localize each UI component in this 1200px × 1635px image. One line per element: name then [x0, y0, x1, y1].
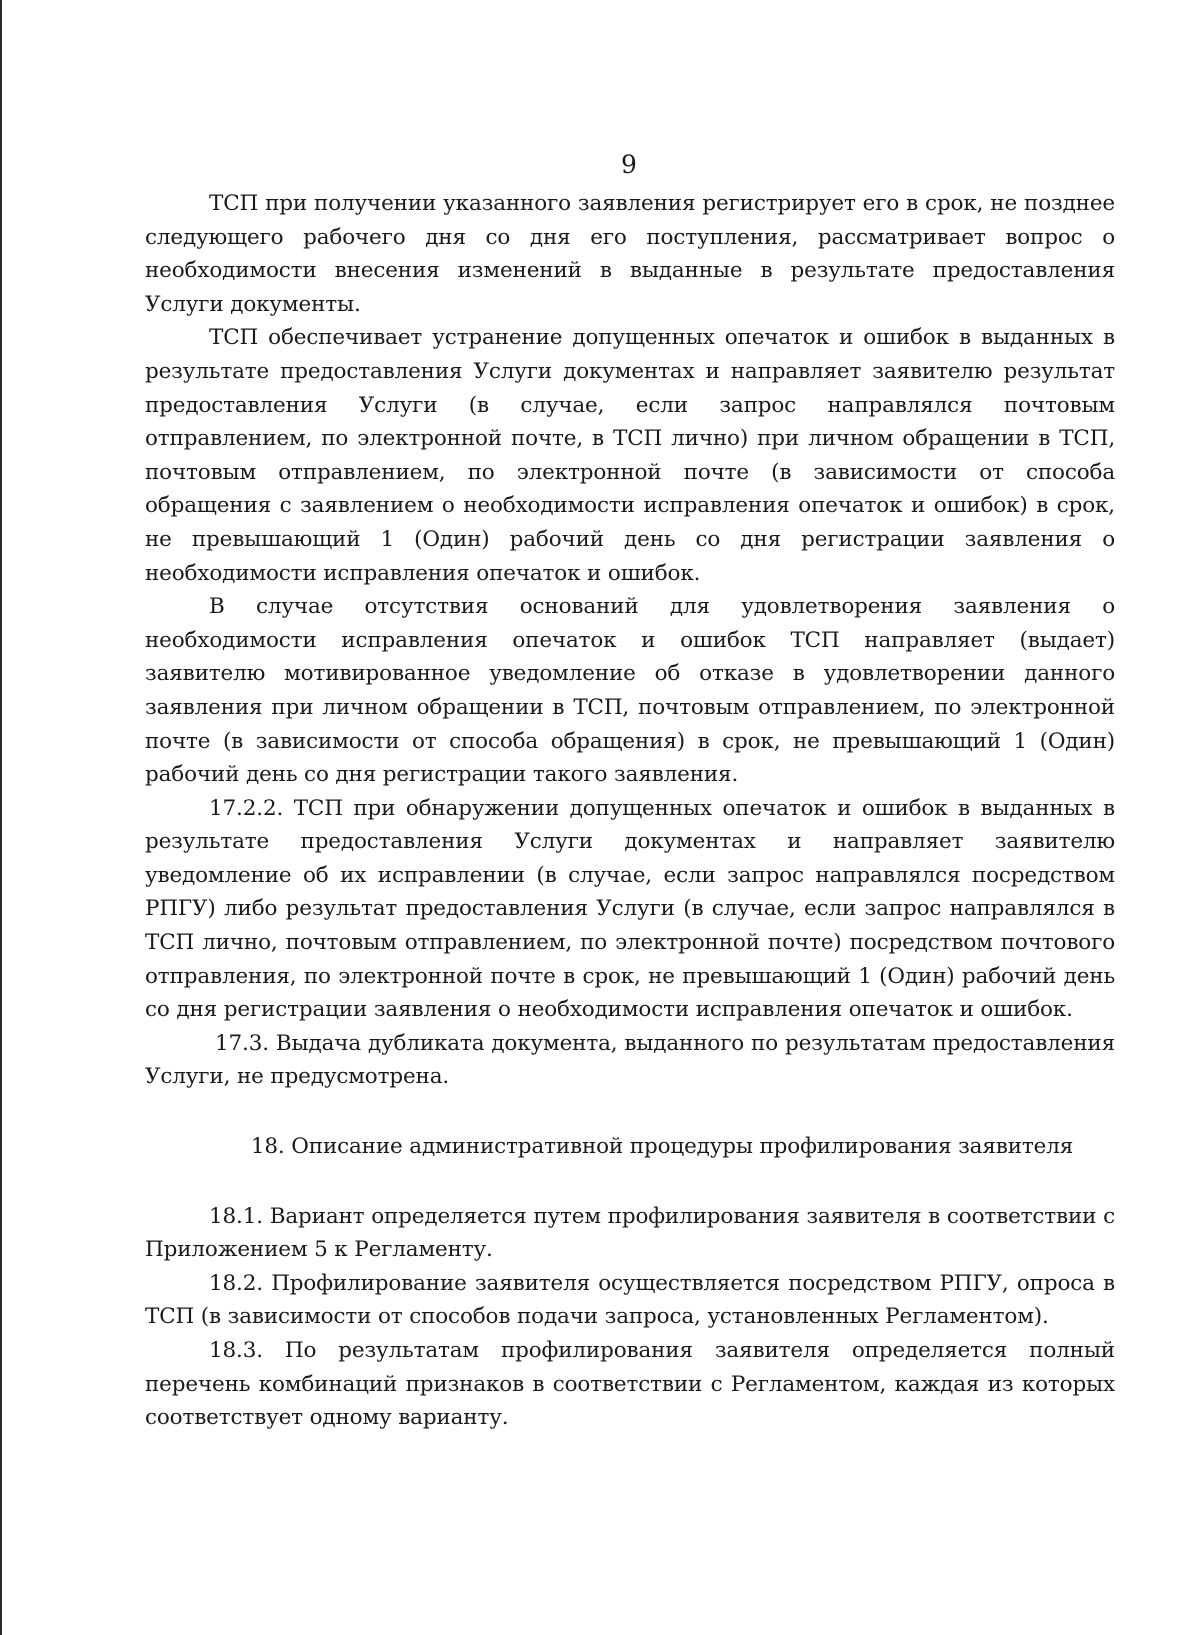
paragraph-18-3: 18.3. По результатам профилирования заявителя определяется полный перечень комбинаций признаков в соответствии с Регламентом, каждая из которых соответствует одному варианту. [145, 1338, 1115, 1431]
document-body [145, 187, 1115, 1435]
paragraph-17-3: 17.3. Выдача дубликата документа, выданного по результатам предоставления Услуги, не предусмотрена. [145, 1030, 1115, 1090]
paragraph-18-2: 18.2. Профилирование заявителя осуществляется посредством РПГУ, опроса в ТСП (в зависимости от способов подачи запроса, установленных Регламентом). [145, 1270, 1115, 1330]
paragraph-17-2-2: 17.2.2. ТСП при обнаружении допущенных опечаток и ошибок в выданных в результате предоставления Услуги документах и направляет заявителю уведомление об их исправлении (в случае, если запрос направлялся посредством РПГУ) либо результат предоставления Услуги (в случае, если запрос направлялся в ТСП лично, почтовым отправлением, по электронной почте) посредством почтового отправления, по электронной почте в срок, не превышающий 1 (Один) рабочий день со дня регистрации заявления о необходимости исправления опечаток и ошибок. [145, 795, 1115, 1023]
scan-edge-line [0, 0, 2, 1635]
paragraph-registration: ТСП при получении указанного заявления регистрирует его в срок, не позднее следующего рабочего дня со дня его поступления, рассматривает вопрос о необходимости внесения изменений в выданные в результате предоставления Услуги документы. [145, 191, 1115, 317]
section-18-heading: 18. Описание административной процедуры профилирования заявителя [250, 1134, 1074, 1160]
paragraph-18-1: 18.1. Вариант определяется путем профилирования заявителя в соответствии с Приложением 5 к Регламенту. [145, 1203, 1115, 1263]
page-number: 9 [621, 150, 637, 179]
paragraph-refusal: В случае отсутствия оснований для удовлетворения заявления о необходимости исправления опечаток и ошибок ТСП направляет (выдает) заявителю мотивированное уведомление об отказе в удовлетворении данного заявления при личном обращении в ТСП, почтовым отправлением, по электронной почте (в зависимости от способа обращения) в срок, не превышающий 1 (Один) рабочий день со дня регистрации такого заявления. [145, 594, 1115, 788]
paragraph-error-correction: ТСП обеспечивает устранение допущенных опечаток и ошибок в выданных в результате предоставления Услуги документах и направляет заявителю результат предоставления Услуги (в случае, если запрос направлялся почтовым отправлением, по электронной почте, в ТСП лично) при личном обращении в ТСП, почтовым отправлением, по электронной почте (в зависимости от способа обращения с заявлением о необходимости исправления опечаток и ошибок) в срок, не превышающий 1 (Один) рабочий день со дня регистрации заявления о необходимости исправления опечаток и ошибок. [145, 325, 1115, 586]
